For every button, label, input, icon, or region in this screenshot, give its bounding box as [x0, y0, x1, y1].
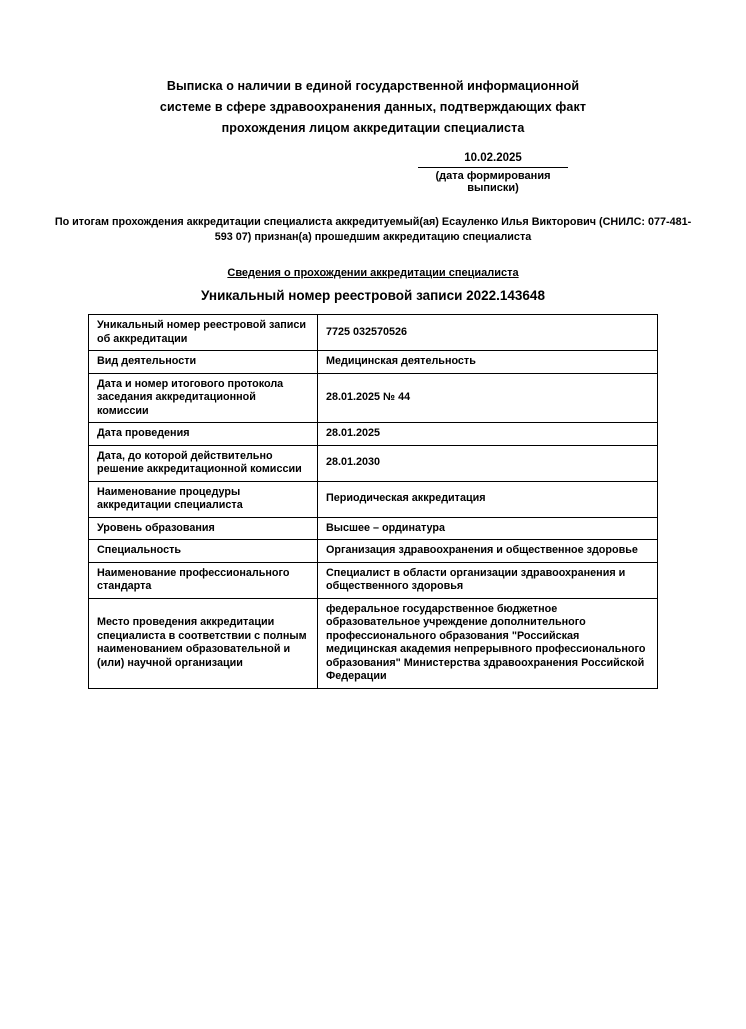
row-value: Высшее – ординатура — [318, 517, 658, 540]
row-value: Организация здравоохранения и общественное здоровье — [318, 540, 658, 563]
section-heading: Сведения о прохождении аккредитации специалиста — [227, 267, 519, 279]
title-line-2: системе в сфере здравоохранения данных, подтверждающих факт — [159, 100, 587, 114]
title-line-3: прохождения лицом аккредитации специалиста — [221, 121, 525, 135]
intro-line-2: 593 07) признан(а) прошедшим аккредитацию специалиста — [214, 230, 532, 243]
row-label: Наименование профессионального стандарта — [89, 562, 318, 598]
row-value: федеральное государственное бюджетное образовательное учреждение дополнительного профессионального образования "Российская медицинская академия непрерывного профессионального образования" Министерства здравоохранения Российской Федерации — [318, 598, 658, 688]
row-label: Уникальный номер реестровой записи об аккредитации — [89, 315, 318, 351]
table-row-professional-standard — [89, 562, 658, 598]
table-row-specialty — [89, 540, 658, 563]
date-block — [418, 152, 568, 194]
table-row-date-held — [89, 423, 658, 446]
table-row-valid-until — [89, 445, 658, 481]
title-line-1: Выписка о наличии в единой государственной информационной — [166, 79, 580, 93]
row-value: Периодическая аккредитация — [318, 481, 658, 517]
table-row-accreditation-place — [89, 598, 658, 688]
accreditation-table — [88, 314, 658, 689]
table-row-activity-type — [89, 351, 658, 374]
row-label: Дата, до которой действительно решение аккредитационной комиссии — [89, 445, 318, 481]
intro-paragraph — [0, 215, 746, 244]
row-label: Вид деятельности — [89, 351, 318, 374]
row-label: Дата проведения — [89, 423, 318, 446]
table-row-protocol — [89, 373, 658, 423]
row-label: Уровень образования — [89, 517, 318, 540]
row-label: Дата и номер итогового протокола заседания аккредитационной комиссии — [89, 373, 318, 423]
registry-number-heading: Уникальный номер реестровой записи 2022.143648 — [201, 288, 545, 303]
document-title — [0, 76, 746, 139]
intro-line-1: По итогам прохождения аккредитации специалиста аккредитуемый(ая) Есауленко Илья Викторович (СНИЛС: 077-481- — [54, 216, 692, 228]
row-value: 28.01.2030 — [318, 445, 658, 481]
row-value: 28.01.2025 — [318, 423, 658, 446]
row-value: Специалист в области организации здравоохранения и общественного здоровья — [318, 562, 658, 598]
table-row-procedure-name — [89, 481, 658, 517]
row-label: Место проведения аккредитации специалиста в соответствии с полным наименованием образовательной и (или) научной организации — [89, 598, 318, 688]
date-caption: (дата формирования выписки) — [435, 170, 551, 194]
row-value: 28.01.2025 № 44 — [318, 373, 658, 423]
row-label: Наименование процедуры аккредитации специалиста — [89, 481, 318, 517]
row-label: Специальность — [89, 540, 318, 563]
table-row-education-level — [89, 517, 658, 540]
table-row-registry-number — [89, 315, 658, 351]
row-value: 7725 032570526 — [318, 315, 658, 351]
extract-date: 10.02.2025 — [418, 152, 568, 168]
row-value: Медицинская деятельность — [318, 351, 658, 374]
